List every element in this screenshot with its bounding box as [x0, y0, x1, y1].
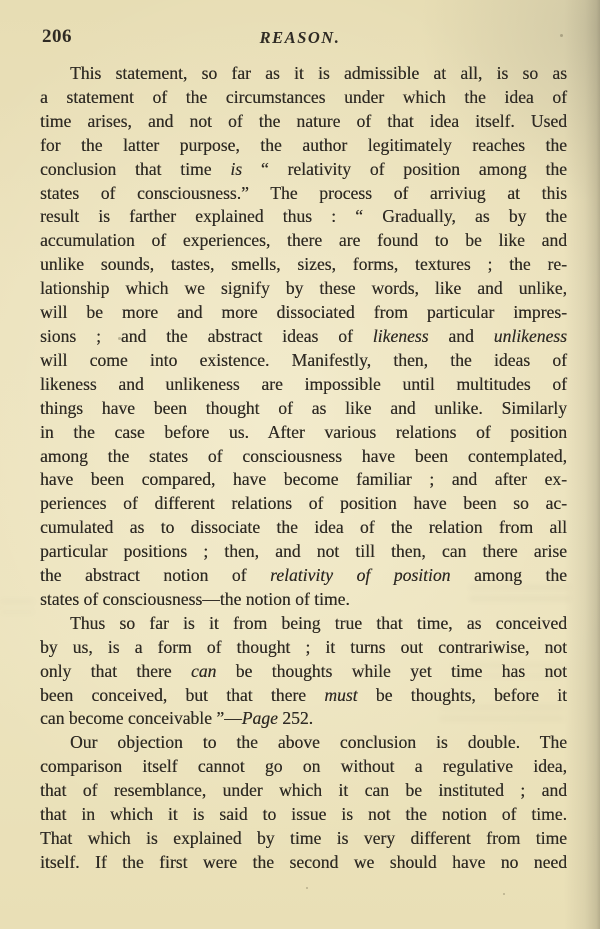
paragraph	[40, 731, 567, 874]
italic-text: unlikeness	[493, 325, 568, 346]
text-line	[40, 62, 567, 86]
paragraph	[40, 62, 567, 612]
italic-text: relativity of position	[270, 565, 451, 586]
paper-speck	[503, 893, 505, 895]
text-segment: cumulated as to dissociate the idea of the relation from all	[40, 517, 567, 538]
text-segment: time arises, and not of the nature of that idea itself. Used	[40, 110, 567, 131]
text-line	[40, 851, 567, 875]
text-line	[40, 684, 567, 708]
text-line	[40, 755, 567, 779]
text-line	[40, 516, 567, 540]
text-line	[40, 229, 567, 253]
text-segment: states of consciousness.” The process of arriviug at this	[40, 182, 567, 203]
text-line	[40, 86, 567, 110]
page-number: 206	[42, 26, 72, 47]
text-line	[40, 373, 567, 397]
text-segment: Thus so far is it from being true that time, as conceived	[70, 612, 567, 633]
text-segment: for the latter purpose, the author legitimately reaches the	[40, 134, 567, 155]
text-segment: conclusion that time	[40, 158, 231, 179]
text-line	[40, 301, 567, 325]
text-line	[40, 707, 567, 731]
text-segment: likeness and unlikeness are impossible until multitudes of	[40, 373, 567, 394]
text-line	[40, 492, 567, 516]
text-segment: by us, is a form of thought ; it turns out contrariwise, not	[40, 636, 567, 657]
text-line	[40, 158, 567, 182]
text-segment: things have been thought of as like and unlike. Similarly	[40, 397, 567, 418]
text-segment: have been compared, have become familiar ; and after ex-	[40, 469, 567, 490]
text-line	[40, 421, 567, 445]
text-segment: lationship which we signify by these words, like and unlike,	[40, 278, 567, 299]
text-segment: This statement, so far as it is admissible at all, is so as	[70, 63, 567, 83]
text-segment: 252.	[277, 708, 314, 729]
text-segment: will come into existence. Manifestly, then, the ideas of	[40, 349, 567, 370]
text-segment: particular positions ; then, and not till then, can there arise	[40, 541, 567, 562]
text-line	[40, 803, 567, 827]
text-line	[40, 397, 567, 421]
text-block	[40, 62, 567, 875]
text-segment: among the states of consciousness have been contemplated,	[40, 445, 567, 466]
text-line	[40, 253, 567, 277]
text-line	[40, 588, 567, 612]
text-segment: itself. If the first were the second we should have no need	[40, 851, 567, 872]
italic-text: Page	[241, 708, 278, 729]
text-segment: accumulation of experiences, there are found to be like and	[40, 230, 567, 251]
text-line	[40, 182, 567, 206]
text-line	[40, 612, 567, 636]
text-segment: that of resemblance, under which it can be instituted ; and	[40, 780, 567, 801]
text-segment: That which is explained by time is very different from time	[40, 828, 567, 848]
text-segment: states of consciousness—the notion of time.	[40, 588, 350, 609]
italic-text: can	[190, 660, 217, 681]
text-segment: and	[428, 325, 494, 346]
text-line	[40, 827, 567, 851]
text-line	[40, 636, 567, 660]
text-line	[40, 564, 567, 588]
bleed-through-smudge	[0, 600, 34, 613]
text-segment: “ relativity of position among the	[242, 158, 567, 179]
text-line	[40, 731, 567, 755]
italic-text: likeness	[372, 325, 429, 346]
text-segment: unlike sounds, tastes, smells, sizes, forms, textures ; the re-	[40, 254, 567, 275]
text-segment: be thoughts, before it	[357, 684, 567, 705]
text-line	[40, 134, 567, 158]
text-line	[40, 540, 567, 564]
text-line	[40, 110, 567, 134]
text-segment: will be more and more dissociated from particular impres-	[40, 302, 567, 323]
italic-text: must	[324, 684, 358, 705]
paper-speck	[306, 887, 308, 889]
text-segment: can become conceivable ”—	[40, 708, 242, 729]
text-line	[40, 445, 567, 469]
text-segment: comparison itself cannot go on without a regulative idea,	[40, 756, 567, 777]
text-line	[40, 325, 567, 349]
text-segment: be thoughts while yet time has not	[216, 660, 567, 681]
text-segment: in the case before us. After various relations of position	[40, 421, 567, 442]
text-line	[40, 349, 567, 373]
text-segment: result is farther explained thus : “ Gradually, as by the	[40, 206, 567, 227]
text-line	[40, 660, 567, 684]
running-head	[0, 26, 600, 50]
text-segment: that in which it is said to issue is not the notion of time.	[40, 804, 567, 825]
text-line	[40, 205, 567, 229]
text-segment: periences of different relations of position have been so ac-	[40, 493, 567, 514]
text-segment: been conceived, but that there	[40, 684, 325, 705]
text-segment: among the	[450, 565, 567, 586]
text-segment: the abstract notion of	[40, 565, 271, 586]
text-segment: sions ; and the abstract ideas of	[40, 325, 373, 346]
paragraph	[40, 612, 567, 732]
text-line	[40, 779, 567, 803]
running-title: REASON.	[259, 28, 341, 47]
text-line	[40, 468, 567, 492]
text-segment: a statement of the circumstances under which the idea of	[40, 86, 567, 107]
text-segment: only that there	[40, 660, 191, 681]
text-line	[40, 277, 567, 301]
text-segment: Our objection to the above conclusion is double. The	[70, 732, 567, 753]
italic-text: is	[230, 158, 243, 179]
